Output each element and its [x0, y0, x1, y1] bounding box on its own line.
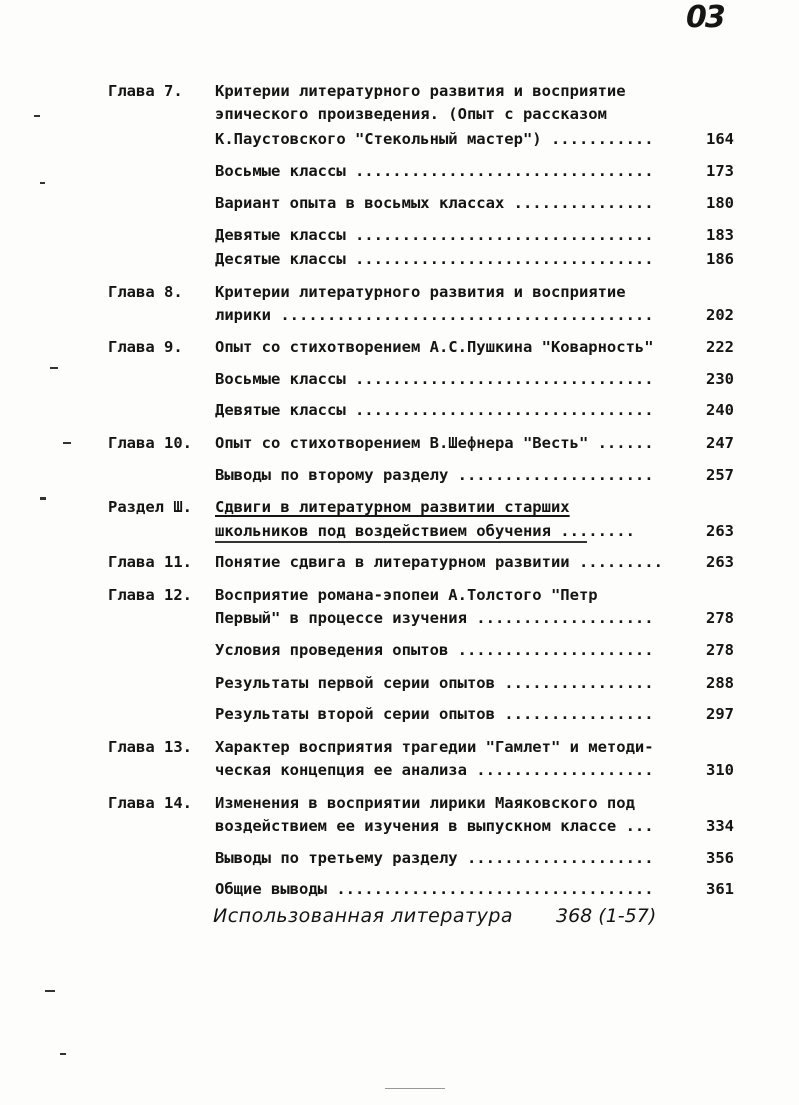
- page-ref: 202: [706, 306, 734, 324]
- scan-speck: [385, 1088, 445, 1089]
- page-ref: 186: [706, 250, 734, 268]
- entry-title: Результаты второй серии опытов ................: [215, 705, 654, 723]
- section-title: Сдвиги в литературном развитии старших: [215, 498, 570, 516]
- entry-title: Первый" в процессе изучения ...................: [215, 609, 654, 627]
- page-ref: 297: [706, 705, 734, 723]
- page-ref: 247: [706, 434, 734, 452]
- page-ref: 257: [706, 466, 734, 484]
- section-underline: [215, 541, 587, 543]
- page-ref: 173: [706, 162, 734, 180]
- entry-title: К.Паустовского "Стекольный мастер") ...........: [215, 130, 654, 148]
- page-ref: 230: [706, 370, 734, 388]
- page-ref: 361: [706, 880, 734, 898]
- chapter-label: Глава 9.: [108, 338, 183, 356]
- scan-speck: [34, 115, 40, 117]
- entry-title: Условия проведения опытов .....................: [215, 641, 654, 659]
- page-number: 03: [686, 0, 724, 35]
- entry-title: Вариант опыта в восьмых классах ...............: [215, 194, 654, 212]
- chapter-label: Глава 12.: [108, 586, 192, 604]
- entry-title: Опыт со стихотворением В.Шефнера "Весть" ......: [215, 434, 654, 452]
- page-ref: 222: [706, 338, 734, 356]
- handwritten-page-ref: 368 (1-57): [556, 905, 657, 927]
- entry-title: Девятые классы ................................: [215, 226, 654, 244]
- entry-title: Результаты первой серии опытов ................: [215, 674, 654, 692]
- scan-speck: [50, 367, 58, 369]
- scan-speck: [40, 182, 45, 184]
- entry-title: Выводы по второму разделу .....................: [215, 466, 654, 484]
- entry-title: Десятые классы ................................: [215, 250, 654, 268]
- page-ref: 263: [706, 522, 734, 540]
- chapter-label: Глава 13.: [108, 738, 192, 756]
- entry-title: эпического произведения. (Опыт с рассказом: [215, 105, 607, 123]
- scan-speck: [45, 990, 55, 992]
- entry-title: Понятие сдвига в литературном развитии .........: [215, 553, 663, 571]
- entry-title: Характер восприятия трагедии "Гамлет" и методи-: [215, 738, 654, 756]
- page-ref: 180: [706, 194, 734, 212]
- section-title: школьников под воздействием обучения ........: [215, 522, 635, 540]
- page-ref: 164: [706, 130, 734, 148]
- scan-speck: [63, 442, 71, 444]
- page-ref: 240: [706, 401, 734, 419]
- entry-title: ческая концепция ее анализа ...................: [215, 761, 654, 779]
- chapter-label: Глава 11.: [108, 553, 192, 571]
- chapter-label: Глава 14.: [108, 794, 192, 812]
- chapter-label: Глава 10.: [108, 434, 192, 452]
- entry-title: Критерии литературного развития и восприятие: [215, 283, 626, 301]
- chapter-label: Глава 7.: [108, 82, 183, 100]
- section-label: Раздел Ш.: [108, 498, 192, 516]
- page-ref: 310: [706, 761, 734, 779]
- scan-speck: [40, 497, 46, 500]
- entry-title: Восприятие романа-эпопеи А.Толстого "Петр: [215, 586, 598, 604]
- entry-title: Выводы по третьему разделу ....................: [215, 849, 654, 867]
- handwritten-bibliography-entry: Использованная литература: [213, 905, 514, 927]
- chapter-label: Глава 8.: [108, 283, 183, 301]
- page-ref: 263: [706, 553, 734, 571]
- entry-title: Опыт со стихотворением А.С.Пушкина "Коварность": [215, 338, 654, 356]
- entry-title: Восьмые классы ................................: [215, 162, 654, 180]
- entry-title: Восьмые классы ................................: [215, 370, 654, 388]
- scan-speck: [60, 1053, 66, 1055]
- entry-title: Изменения в восприятии лирики Маяковского под: [215, 794, 635, 812]
- page-ref: 356: [706, 849, 734, 867]
- entry-title: воздействием ее изучения в выпускном классе ...: [215, 817, 654, 835]
- page-ref: 278: [706, 609, 734, 627]
- entry-title: Критерии литературного развития и восприятие: [215, 82, 626, 100]
- page-ref: 288: [706, 674, 734, 692]
- entry-title: лирики ........................................: [215, 306, 654, 324]
- page-ref: 278: [706, 641, 734, 659]
- page-ref: 183: [706, 226, 734, 244]
- entry-title: Девятые классы ................................: [215, 401, 654, 419]
- page-ref: 334: [706, 817, 734, 835]
- entry-title: Общие выводы ..................................: [215, 880, 654, 898]
